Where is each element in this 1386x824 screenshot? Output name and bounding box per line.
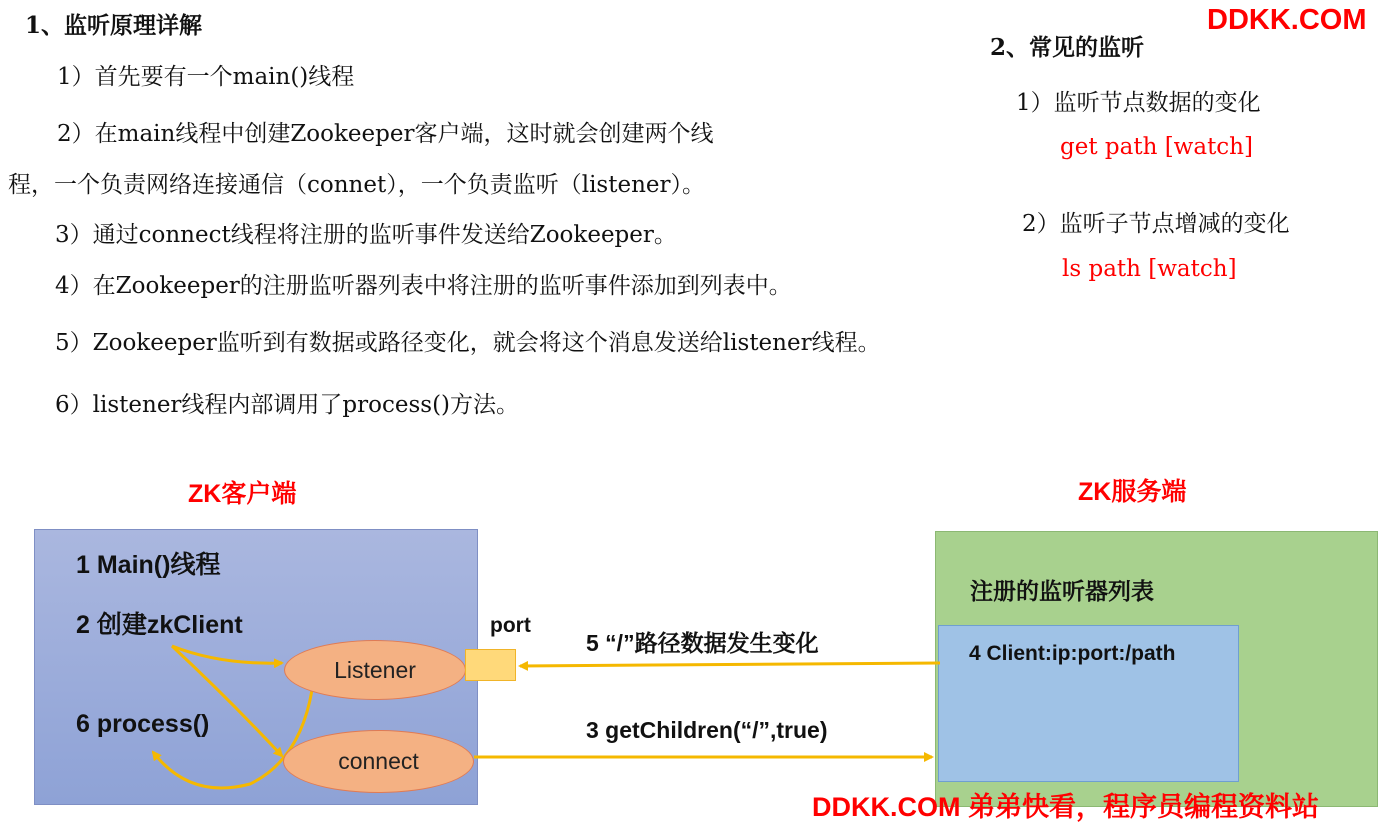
section2-item-2: 2）监听子节点增减的变化 — [1022, 211, 1290, 237]
section2-cmd-1: get path [watch] — [1060, 134, 1253, 160]
connect-node — [283, 730, 474, 793]
arrow-3-label: 3 getChildren(“/”,true) — [586, 717, 828, 743]
listener-label: Listener — [334, 656, 416, 683]
section1-item-1: 1）首先要有一个main()线程 — [57, 64, 355, 90]
server-entry: 4 Client:ip:port:/path — [969, 642, 1176, 665]
section2-item-1: 1）监听节点数据的变化 — [1016, 90, 1261, 116]
server-list-title: 注册的监听器列表 — [970, 578, 1154, 604]
port-label: port — [490, 614, 531, 637]
section2-cmd-2: ls path [watch] — [1062, 256, 1237, 282]
watermark-top: DDKK.COM — [1207, 4, 1367, 36]
section1-item-6: 6）listener线程内部调用了process()方法。 — [55, 392, 520, 418]
section1-title: 1、监听原理详解 — [25, 12, 203, 39]
section1-item-5: 5）Zookeeper监听到有数据或路径变化，就会将这个消息发送给listener线程。 — [55, 330, 881, 356]
section1-item-2: 2）在main线程中创建Zookeeper客户端，这时就会创建两个线 — [57, 121, 714, 147]
watermark-bottom: DDKK.COM 弟弟快看，程序员编程资料站 — [812, 792, 1319, 822]
section1-item-3: 3）通过connect线程将注册的监听事件发送给Zookeeper。 — [55, 222, 677, 248]
section2-title: 2、常见的监听 — [990, 34, 1145, 61]
client-step-create: 2 创建zkClient — [76, 611, 243, 639]
client-step-process: 6 process() — [76, 710, 210, 738]
client-step-main: 1 Main()线程 — [76, 551, 221, 579]
arrow-5-label: 5 “/”路径数据发生变化 — [586, 630, 819, 656]
client-label: ZK客户端 — [188, 480, 297, 508]
section1-item-4: 4）在Zookeeper的注册监听器列表中将注册的监听事件添加到列表中。 — [55, 273, 792, 299]
arrow-5-line — [520, 663, 940, 666]
connect-label: connect — [338, 748, 419, 774]
section1-item-2-cont: 程，一个负责网络连接通信（connet），一个负责监听（listener）。 — [8, 172, 705, 198]
listener-node — [284, 640, 466, 700]
port-box — [465, 649, 516, 681]
server-label: ZK服务端 — [1078, 478, 1187, 506]
